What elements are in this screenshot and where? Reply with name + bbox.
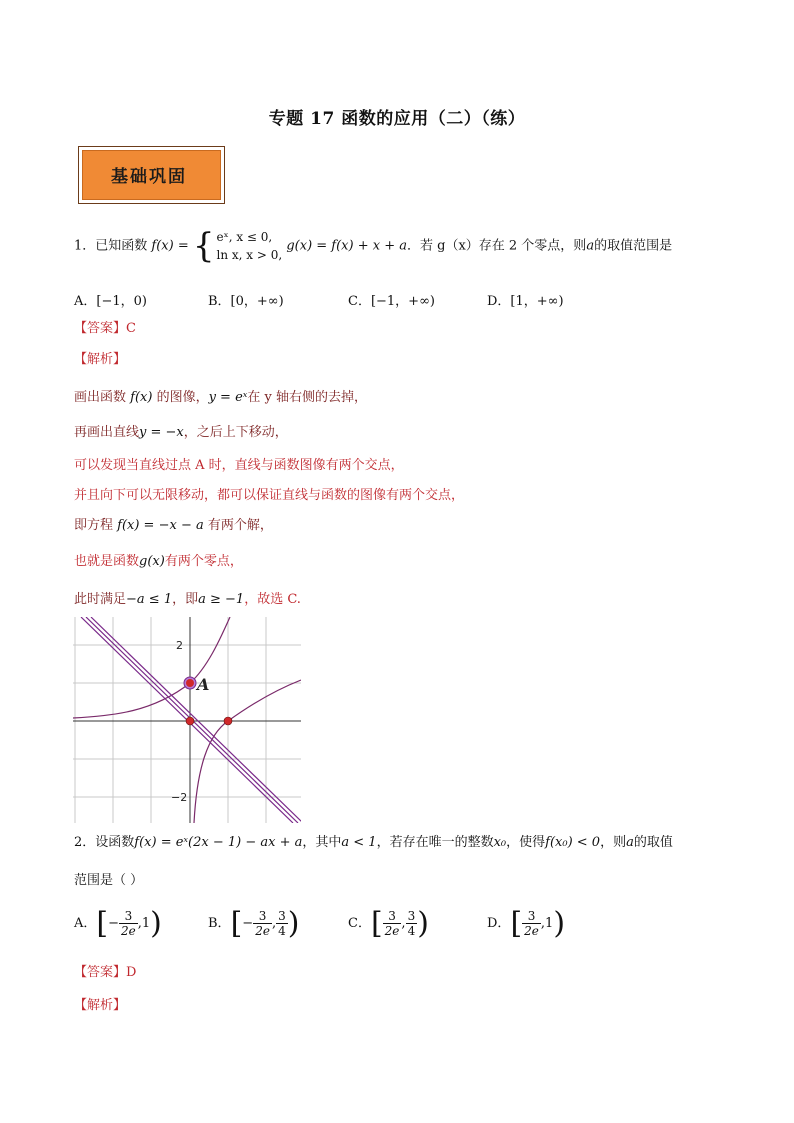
math: y = −x bbox=[139, 425, 184, 440]
intersection-point bbox=[224, 717, 232, 725]
comma: , bbox=[401, 916, 406, 931]
fraction bbox=[383, 909, 402, 938]
text: ，之后上下移动， bbox=[183, 425, 288, 440]
point-a bbox=[186, 679, 194, 687]
text: ,1 bbox=[137, 916, 151, 931]
section-banner bbox=[78, 146, 225, 204]
q1-analysis-line-7 bbox=[74, 591, 301, 609]
text: 在 y 轴右侧的去掉， bbox=[247, 390, 367, 405]
q1-gx: g(x) = f(x) + x + a bbox=[286, 238, 407, 254]
text: 此时满足 bbox=[74, 592, 127, 607]
bracket: [ bbox=[230, 906, 243, 941]
intersection-origin bbox=[186, 717, 194, 725]
text: 并且向下可以无限移动，都可以保证直线与函数的图像有两个交点， bbox=[74, 488, 465, 503]
option-label: A． bbox=[74, 916, 97, 931]
bracket: [ bbox=[96, 906, 109, 941]
numerator: 3 bbox=[383, 909, 402, 924]
math: g(x) bbox=[139, 554, 165, 569]
denominator: 2e bbox=[121, 924, 136, 938]
math: a < 1 bbox=[341, 835, 377, 850]
q1-var-a: a bbox=[586, 238, 595, 254]
numerator: 3 bbox=[253, 909, 272, 924]
text: ，若存在唯一的整数 bbox=[376, 835, 494, 850]
math: f(x) = eˣ(2x − 1) − ax + a bbox=[134, 835, 303, 850]
q1-analysis-line-5 bbox=[74, 517, 273, 535]
y-tick-label-neg2: −2 bbox=[171, 791, 188, 804]
banner-label: 基础巩固 bbox=[111, 167, 187, 187]
text: 画出函数 bbox=[74, 390, 131, 405]
q1-analysis-line-4 bbox=[74, 487, 464, 505]
math: f(x) = −x − a bbox=[117, 518, 204, 533]
option-label: D． bbox=[487, 916, 511, 931]
bracket: ) bbox=[553, 906, 566, 941]
q1-analysis-line-2 bbox=[74, 424, 288, 442]
q1-fx: f(x) = bbox=[151, 238, 189, 254]
page-title: 专题 17 函数的应用（二）（练） bbox=[268, 109, 526, 129]
text: 也就是函数 bbox=[74, 554, 140, 569]
line-stroke bbox=[91, 617, 301, 823]
q1-suffix: ．若 g（x）存在 2 个零点，则 bbox=[406, 238, 587, 254]
q2-answer: 【答案】D bbox=[74, 965, 137, 980]
text: ，即 bbox=[172, 592, 199, 607]
q2-option-d bbox=[487, 906, 565, 941]
q1-analysis-line-1 bbox=[74, 389, 367, 407]
q1-analysis-line-6 bbox=[74, 553, 243, 571]
math: x₀ bbox=[493, 835, 507, 850]
denominator: 2e bbox=[384, 924, 400, 938]
math: y = eˣ bbox=[208, 390, 248, 405]
q2-stem bbox=[74, 834, 673, 852]
q1-analysis-line-3 bbox=[74, 457, 404, 475]
fraction bbox=[253, 909, 272, 938]
numerator: 3 bbox=[407, 909, 416, 923]
math: f(x) bbox=[130, 390, 153, 405]
q1-analysis-label: 【解析】 bbox=[74, 352, 127, 367]
ln-curve bbox=[194, 680, 301, 823]
text: ，其中 bbox=[302, 835, 342, 850]
denominator: 2e bbox=[255, 924, 270, 938]
bracket: ) bbox=[287, 906, 300, 941]
piecewise-brace: { bbox=[192, 226, 215, 266]
sign: − bbox=[108, 916, 120, 931]
numerator: 3 bbox=[119, 909, 138, 924]
text: 的图像， bbox=[152, 390, 209, 405]
text: 再画出直线 bbox=[74, 425, 140, 440]
fraction bbox=[276, 909, 288, 938]
denominator: 4 bbox=[278, 924, 286, 938]
bracket: ) bbox=[150, 906, 162, 941]
math: a bbox=[626, 835, 634, 850]
q2-option-c bbox=[348, 906, 429, 941]
q2-option-a bbox=[74, 906, 162, 941]
q1-option-b: B．[0，+∞) bbox=[208, 294, 284, 309]
banner-background bbox=[82, 150, 221, 200]
denominator: 2e bbox=[524, 924, 539, 938]
math: f(x₀) < 0 bbox=[545, 835, 601, 850]
q1-option-a: A．[−1，0) bbox=[74, 294, 147, 309]
function-graph bbox=[73, 617, 301, 823]
numerator: 3 bbox=[522, 909, 541, 924]
fraction bbox=[406, 909, 418, 938]
text: ，使得 bbox=[506, 835, 546, 850]
math: −a ≤ 1 bbox=[126, 592, 173, 607]
numerator: 3 bbox=[278, 909, 286, 923]
piece-1: eˣ, x ≤ 0, bbox=[216, 230, 273, 244]
text: 的取值 bbox=[633, 835, 673, 850]
piece-2: ln x, x > 0, bbox=[216, 248, 283, 262]
q1-stem bbox=[74, 228, 672, 264]
bracket: ) bbox=[417, 906, 429, 941]
text: ，故选 C. bbox=[244, 592, 301, 607]
text: ,1 bbox=[540, 916, 554, 931]
bracket: [ bbox=[510, 906, 523, 941]
q1-prefix: 1．已知函数 bbox=[74, 238, 148, 254]
text: 有两个解， bbox=[203, 518, 273, 533]
math: a ≥ −1 bbox=[198, 592, 245, 607]
piecewise-cases bbox=[217, 228, 283, 264]
bracket: [ bbox=[370, 906, 383, 941]
fraction bbox=[119, 909, 138, 938]
denominator: 4 bbox=[407, 924, 416, 938]
q1-option-d: D．[1，+∞) bbox=[487, 294, 564, 309]
q2-option-b bbox=[208, 906, 299, 941]
y-tick-label-2: 2 bbox=[176, 639, 183, 652]
option-label: C． bbox=[348, 916, 371, 931]
q1-suffix-end: 的取值范围是 bbox=[594, 238, 673, 254]
option-label: B． bbox=[208, 916, 231, 931]
text: 即方程 bbox=[74, 518, 118, 533]
q1-option-c: C．[−1，+∞) bbox=[348, 294, 435, 309]
sign: − bbox=[242, 916, 254, 931]
text: 2．设函数 bbox=[74, 835, 135, 850]
text: 有两个零点， bbox=[164, 554, 243, 569]
comma: , bbox=[271, 916, 277, 931]
q2-stem-line-2: 范围是（ ） bbox=[74, 873, 144, 888]
q1-answer: 【答案】C bbox=[74, 321, 136, 336]
point-a-label: A bbox=[197, 675, 210, 694]
text: ，则 bbox=[600, 835, 627, 850]
text: 可以发现当直线过点 A 时，直线与函数图像有两个交点， bbox=[74, 458, 404, 473]
q2-analysis-label: 【解析】 bbox=[74, 998, 127, 1013]
fraction bbox=[522, 909, 541, 938]
